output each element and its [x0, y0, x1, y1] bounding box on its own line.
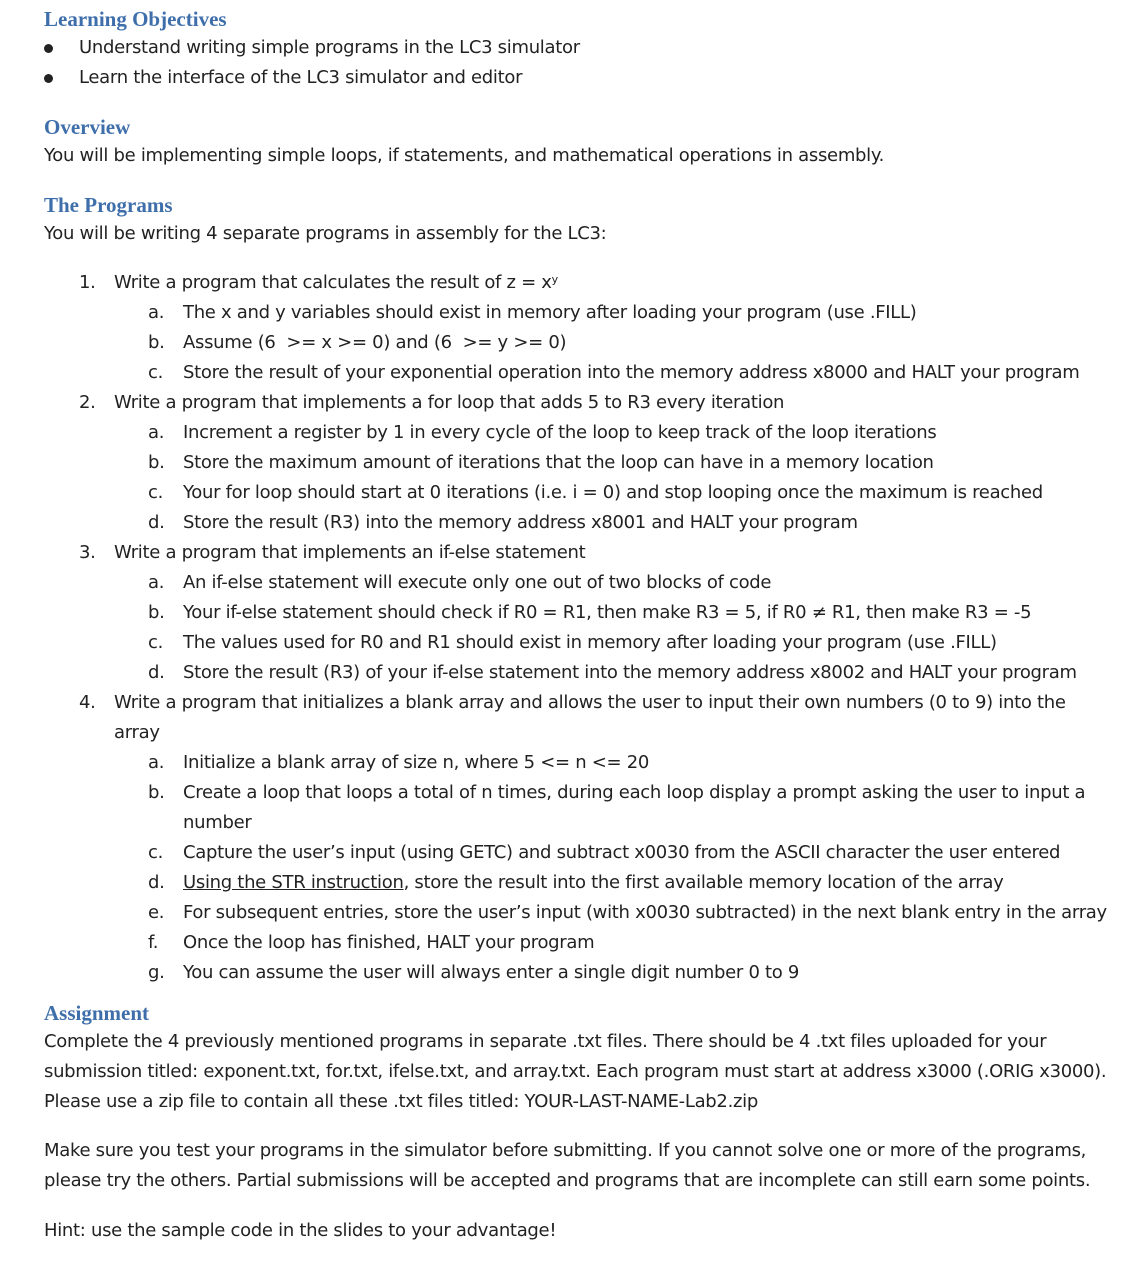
sub-item-text: You can assume the user will always enter a single digit number 0 to 9 [183, 962, 800, 983]
list-number: 4. [79, 692, 96, 713]
list-item [44, 928, 1124, 958]
list-item [44, 508, 1124, 538]
list-item [44, 958, 1124, 988]
objective-text: Learn the interface of the LC3 simulator and editor [79, 67, 523, 88]
sub-item-text: The values used for R0 and R1 should exist in memory after loading your program (use .FILL) [183, 632, 997, 653]
program-text [114, 688, 1124, 748]
list-letter: a. [148, 572, 165, 593]
list-letter: d. [148, 872, 165, 893]
paragraph-line: Please use a zip file to contain all these .txt files titled: YOUR-LAST-NAME-Lab2.zip [44, 1091, 758, 1112]
sub-item-rest: , store the result into the first available memory location of the array [403, 872, 1004, 893]
list-letter: b. [148, 332, 165, 353]
list-item [44, 898, 1124, 928]
sub-item-text: Store the result (R3) of your if-else statement into the memory address x8002 and HALT your program [183, 662, 1077, 683]
sub-list [44, 418, 1124, 538]
program-text-line: Write a program that initializes a blank array and allows the user to input their own numbers (0 to 9) into the [114, 692, 1066, 713]
program-text-line: array [114, 722, 160, 743]
list-item [44, 63, 1124, 93]
paragraph-line: Make sure you test your programs in the simulator before submitting. If you cannot solve one or more of the programs, [44, 1140, 1087, 1161]
list-item [44, 748, 1124, 778]
list-letter: c. [148, 482, 164, 503]
list-item [44, 358, 1124, 388]
program-text: Write a program that implements a for loop that adds 5 to R3 every iteration [114, 392, 785, 413]
program-item-2 [44, 388, 1124, 538]
list-letter: d. [148, 512, 165, 533]
overview-heading: Overview [44, 115, 131, 139]
sub-item-text: Once the loop has finished, HALT your program [183, 932, 595, 953]
sub-item-text: Assume (6 >= x >= 0) and (6 >= y >= 0) [183, 332, 567, 353]
list-item [44, 598, 1124, 628]
programs-heading: The Programs [44, 193, 173, 217]
list-number: 1. [79, 272, 96, 293]
program-item-3 [44, 538, 1124, 688]
sub-item-text: Store the result (R3) into the memory address x8001 and HALT your program [183, 512, 858, 533]
list-letter: a. [148, 422, 165, 443]
sub-item-text: Initialize a blank array of size n, where 5 <= n <= 20 [183, 752, 650, 773]
program-text [114, 268, 1124, 298]
program-item-4 [44, 688, 1124, 988]
list-letter: b. [148, 602, 165, 623]
learning-objectives-heading: Learning Objectives [44, 7, 227, 31]
sub-item-text: Your if-else statement should check if R0 = R1, then make R3 = 5, if R0 ≠ R1, then make R3 = -5 [183, 602, 1032, 623]
sub-item-text: Your for loop should start at 0 iterations (i.e. i = 0) and stop looping once the maximum is reached [183, 482, 1043, 503]
list-letter: b. [148, 452, 165, 473]
list-letter: g. [148, 962, 165, 983]
sub-list [44, 748, 1124, 988]
sub-item-line: number [183, 812, 252, 833]
sub-item-text: Increment a register by 1 in every cycle of the loop to keep track of the loop iterations [183, 422, 937, 443]
assignment-paragraph-2 [44, 1136, 1124, 1196]
bullet-icon [44, 74, 53, 83]
sub-item-text [183, 868, 1124, 898]
list-item [44, 418, 1124, 448]
list-item [44, 478, 1124, 508]
objective-text: Understand writing simple programs in the LC3 simulator [79, 37, 580, 58]
hint-text: Hint: use the sample code in the slides to your advantage! [44, 1220, 557, 1241]
list-item [44, 838, 1124, 868]
list-item [44, 568, 1124, 598]
assignment-paragraph-1 [44, 1027, 1124, 1117]
sub-item-text: Capture the user’s input (using GETC) and subtract x0030 from the ASCII character the user entered [183, 842, 1061, 863]
list-letter: a. [148, 302, 165, 323]
list-letter: c. [148, 362, 164, 383]
sub-item-text: For subsequent entries, store the user’s input (with x0030 subtracted) in the next blank entry in the array [183, 902, 1107, 923]
sub-item-text [183, 778, 1124, 838]
list-letter: c. [148, 842, 164, 863]
list-letter: c. [148, 632, 164, 653]
programs-intro: You will be writing 4 separate programs in assembly for the LC3: [44, 223, 607, 244]
list-item [44, 778, 1124, 838]
list-item [44, 628, 1124, 658]
list-letter: e. [148, 902, 165, 923]
paragraph-line: submission titled: exponent.txt, for.txt, ifelse.txt, and array.txt. Each program must start at address x3000 (.ORIG x3000). [44, 1061, 1107, 1082]
program-text-main: Write a program that calculates the result of z = x [114, 272, 552, 293]
learning-objectives-list [44, 33, 1124, 93]
sub-item-text: Store the maximum amount of iterations that the loop can have in a memory location [183, 452, 934, 473]
overview-text: You will be implementing simple loops, if statements, and mathematical operations in assembly. [44, 145, 885, 166]
list-item [44, 298, 1124, 328]
list-letter: f. [148, 932, 159, 953]
list-item [44, 33, 1124, 63]
sub-item-line: Create a loop that loops a total of n times, during each loop display a prompt asking the user to input a [183, 782, 1086, 803]
paragraph-line: please try the others. Partial submissions will be accepted and programs that are incomplete can still earn some points. [44, 1170, 1091, 1191]
sub-item-text: An if-else statement will execute only one out of two blocks of code [183, 572, 772, 593]
programs-list [44, 268, 1124, 988]
list-item [44, 658, 1124, 688]
list-number: 2. [79, 392, 96, 413]
sub-item-text: The x and y variables should exist in memory after loading your program (use .FILL) [183, 302, 917, 323]
list-number: 3. [79, 542, 96, 563]
assignment-heading: Assignment [44, 1001, 150, 1025]
list-item [44, 328, 1124, 358]
sub-list [44, 568, 1124, 688]
bullet-icon [44, 44, 53, 53]
program-item-1 [44, 268, 1124, 388]
list-item [44, 448, 1124, 478]
list-letter: b. [148, 782, 165, 803]
list-letter: a. [148, 752, 165, 773]
program-text: Write a program that implements an if-else statement [114, 542, 586, 563]
list-item [44, 868, 1124, 898]
underlined-text: Using the STR instruction [183, 872, 404, 893]
paragraph-line: Complete the 4 previously mentioned programs in separate .txt files. There should be 4 .txt files uploaded for your [44, 1031, 1047, 1052]
sub-item-text: Store the result of your exponential operation into the memory address x8000 and HALT your program [183, 362, 1080, 383]
exponent-superscript: y [551, 273, 558, 286]
sub-list [44, 298, 1124, 388]
list-letter: d. [148, 662, 165, 683]
